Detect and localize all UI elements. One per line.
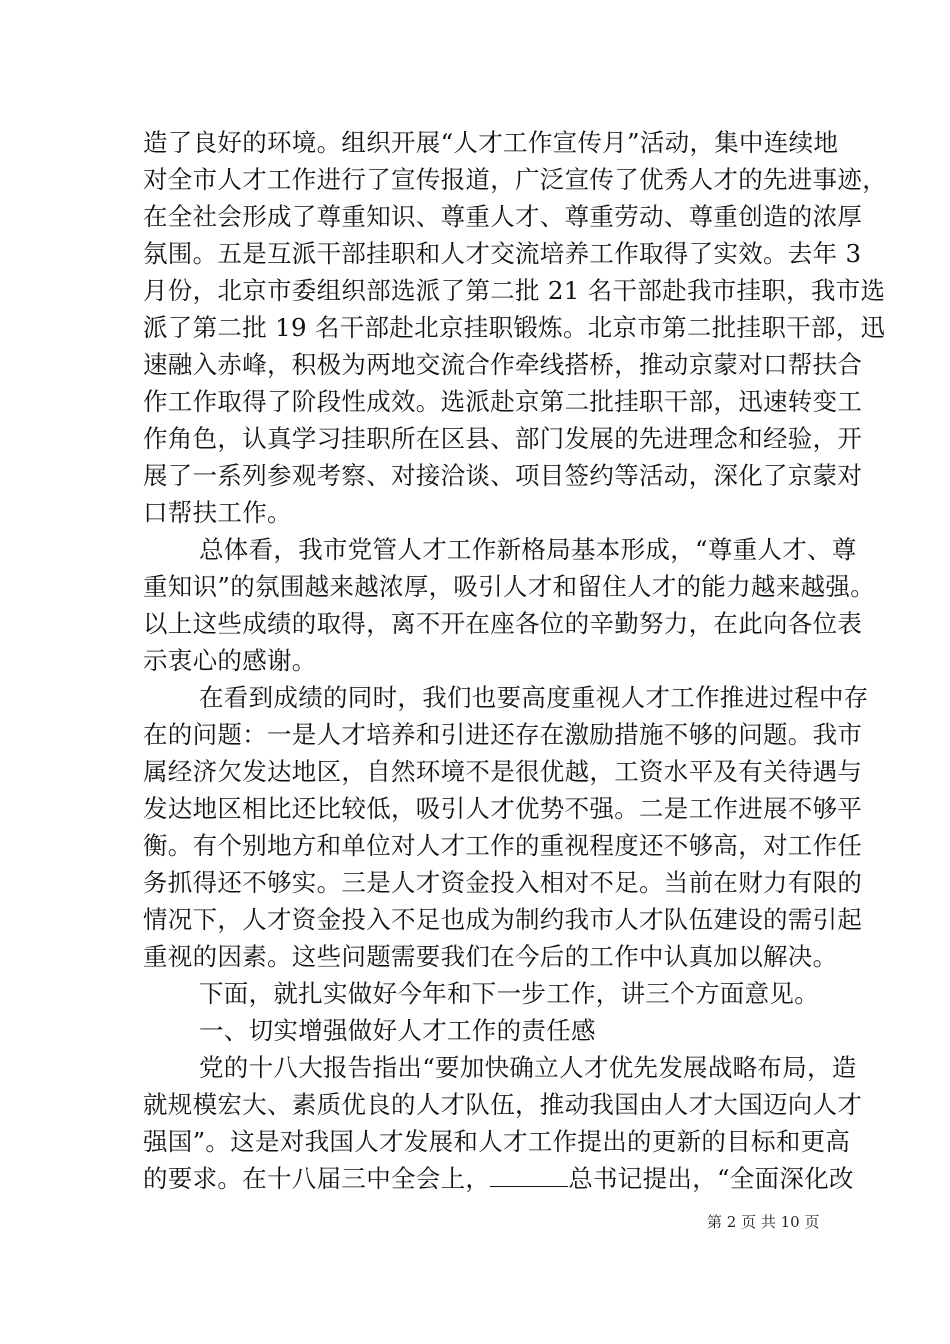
body-line: 示衷心的感谢。: [143, 646, 317, 675]
body-line-part: 总书记提出，“全面深化改: [568, 1164, 854, 1193]
paragraph-start-line: 总体看，我市党管人才工作新格局基本形成，“尊重人才、尊: [199, 535, 857, 564]
body-line: 务抓得还不够实。三是人才资金投入相对不足。当前在财力有限的: [143, 868, 863, 897]
body-line: 发达地区相比还比较低，吸引人才优势不强。二是工作进展不够平: [143, 794, 863, 823]
body-line-part: 的要求。在十八届三中全会上，: [143, 1164, 491, 1193]
body-line: 氛围。五是互派干部挂职和人才交流培养工作取得了实效。去年 3: [143, 239, 862, 268]
body-line: 速融入赤峰，积极为两地交流合作牵线搭桥，推动京蒙对口帮扶合: [143, 350, 863, 379]
body-line: [143, 1161, 854, 1197]
body-line: 在全社会形成了尊重知识、尊重人才、尊重劳动、尊重创造的浓厚: [143, 202, 863, 231]
redacted-blank: [490, 1164, 568, 1187]
body-line: 派了第二批 19 名干部赴北京挂职锻炼。北京市第二批挂职干部，迅: [143, 313, 886, 342]
body-line: 重视的因素。这些问题需要我们在今后的工作中认真加以解决。: [143, 942, 838, 971]
body-line: 就规模宏大、素质优良的人才队伍，推动我国由人才大国迈向人才: [143, 1090, 863, 1119]
body-line: 作角色，认真学习挂职所在区县、部门发展的先进理念和经验，开: [143, 424, 863, 453]
page-footer: 第 2 页 共 10 页: [707, 1213, 820, 1231]
body-line: 衡。有个别地方和单位对人才工作的重视程度还不够高，对工作任: [143, 831, 863, 860]
body-line: 在的问题：一是人才培养和引进还存在激励措施不够的问题。我市: [143, 720, 863, 749]
paragraph-start-line: 下面，就扎实做好今年和下一步工作，讲三个方面意见。: [199, 979, 819, 1008]
body-line: 属经济欠发达地区，自然环境不是很优越，工资水平及有关待遇与: [143, 757, 863, 786]
body-line: 对全市人才工作进行了宣传报道，广泛宣传了优秀人才的先进事迹，: [143, 165, 887, 194]
body-line: 造了良好的环境。组织开展“人才工作宣传月”活动，集中连续地: [143, 128, 839, 157]
body-line: 情况下，人才资金投入不足也成为制约我市人才队伍建设的需引起: [143, 905, 863, 934]
body-line: 月份，北京市委组织部选派了第二批 21 名干部赴我市挂职，我市选: [143, 276, 886, 305]
body-line: 口帮扶工作。: [143, 498, 292, 527]
body-line: 强国”。这是对我国人才发展和人才工作提出的更新的目标和更高: [143, 1127, 851, 1156]
body-line: 展了一系列参观考察、对接洽谈、项目签约等活动，深化了京蒙对: [143, 461, 863, 490]
body-line: 以上这些成绩的取得，离不开在座各位的辛勤努力，在此向各位表: [143, 609, 863, 638]
section-heading: 一、切实增强做好人才工作的责任感: [199, 1016, 596, 1045]
paragraph-start-line: 党的十八大报告指出“要加快确立人才优先发展战略布局，造: [199, 1053, 857, 1082]
body-line: 作工作取得了阶段性成效。选派赴京第二批挂职干部，迅速转变工: [143, 387, 863, 416]
body-line: 重知识”的氛围越来越浓厚，吸引人才和留住人才的能力越来越强。: [143, 572, 876, 601]
paragraph-start-line: 在看到成绩的同时，我们也要高度重视人才工作推进过程中存: [199, 683, 869, 712]
